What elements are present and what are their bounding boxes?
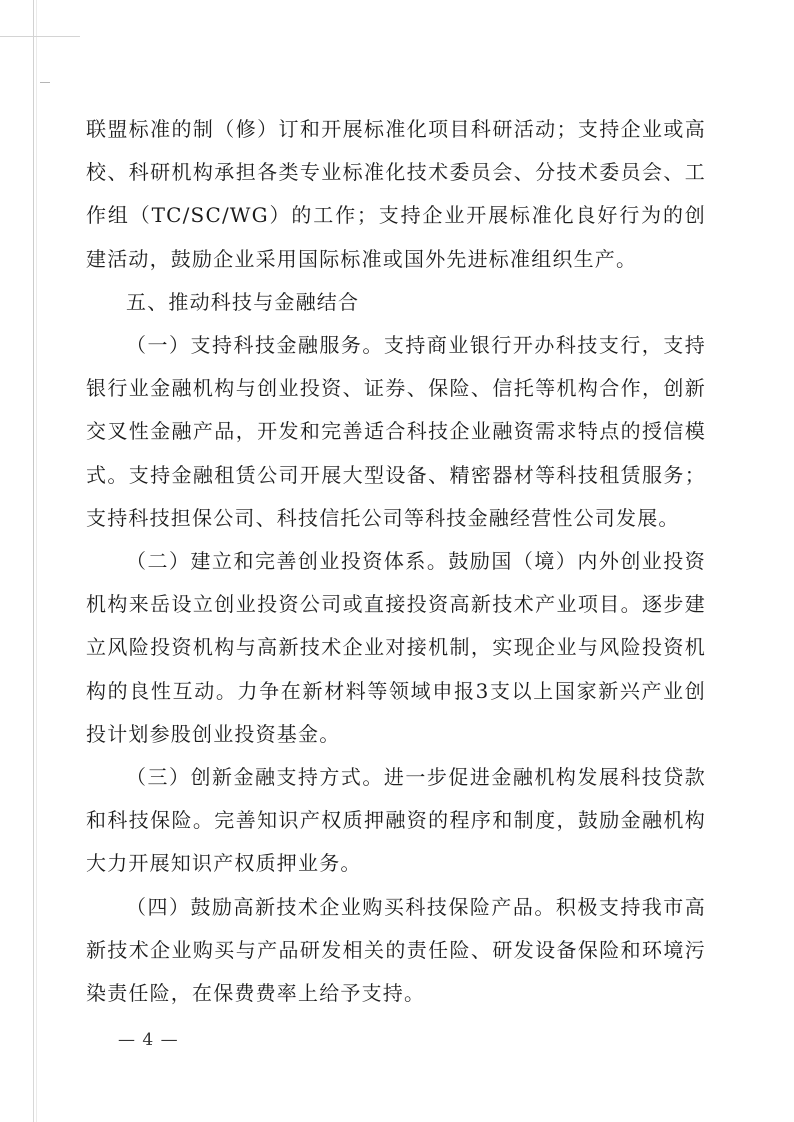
paragraph-venture-investment-system: （二）建立和完善创业投资体系。鼓励国（境）内外创业投资机构来岳设立创业投资公司或直接投资高新技术产业项目。逐步建立风险投资机构与高新技术企业对接机制，实现企业与风险投资机构的良性互动。力争在新材料等领域申报3支以上国家新兴产业创投计划参股创业投资基金。 bbox=[86, 549, 706, 746]
scan-border-line-secondary bbox=[36, 0, 37, 1122]
paragraph-financial-support-methods: （三）创新金融支持方式。进一步促进金融机构发展科技贷款和科技保险。完善知识产权质押融资的程序和制度，鼓励金融机构大力开展知识产权质押业务。 bbox=[86, 765, 706, 876]
paragraph-tech-finance-services: （一）支持科技金融服务。支持商业银行开办科技支行，支持银行业金融机构与创业投资、证券、保险、信托等机构合作，创新交叉性金融产品，开发和完善适合科技企业融资需求特点的授信模式。支持金融租赁公司开展大型设备、精密器材等科技租赁服务；支持科技担保公司、科技信托公司等科技金融经营性公司发展。 bbox=[86, 333, 706, 530]
page-number: — 4 — bbox=[118, 1030, 179, 1050]
paragraph-tech-insurance-products: （四）鼓励高新技术企业购买科技保险产品。积极支持我市高新技术企业购买与产品研发相关的责任险、研发设备保险和环境污染责任险，在保费费率上给予支持。 bbox=[86, 894, 706, 1006]
scan-top-mark bbox=[0, 36, 80, 37]
scan-border-line bbox=[33, 0, 34, 1122]
section-heading-5: 五、推动科技与金融结合 bbox=[126, 289, 360, 314]
document-body bbox=[86, 108, 706, 1015]
scan-tick-mark bbox=[40, 82, 50, 83]
paragraph-continuation: 联盟标准的制（修）订和开展标准化项目科研活动；支持企业或高校、科研机构承担各类专业标准化技术委员会、分技术委员会、工作组（TC/SC/WG）的工作；支持企业开展标准化良好行为的创建活动，鼓励企业采用国际标准或国外先进标准组织生产。 bbox=[86, 117, 706, 271]
